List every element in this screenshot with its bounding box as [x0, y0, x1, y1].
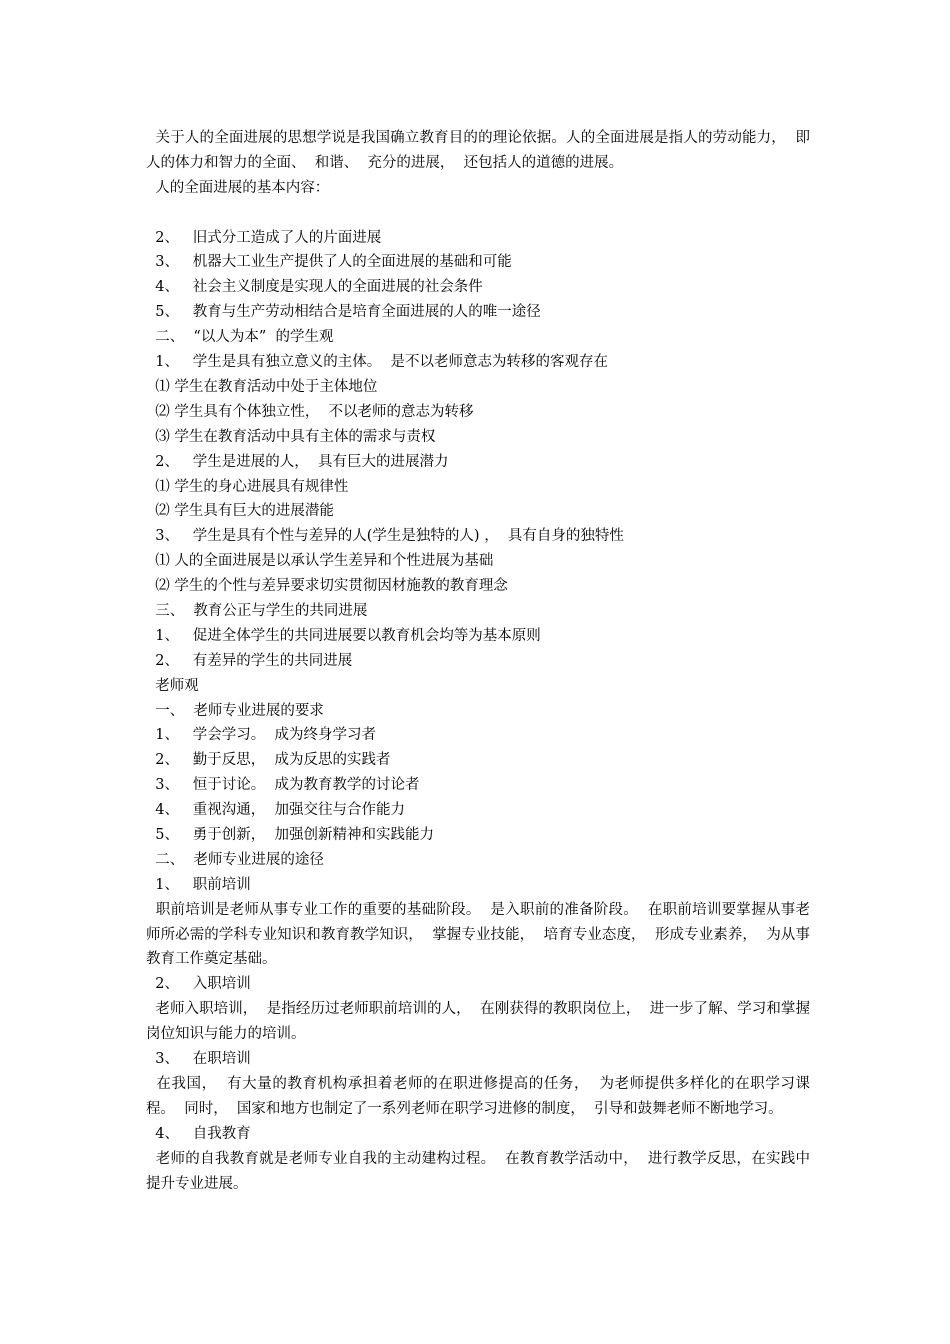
- text-line: 人的全面进展的基本内容：: [146, 179, 330, 196]
- text-line: 3、 在职培训: [146, 1051, 251, 1068]
- text-line: 5、 勇于创新， 加强创新精神和实践能力: [146, 826, 434, 843]
- text-line: 老师观: [146, 677, 199, 694]
- text-line: 一、 老师专业进展的要求: [146, 702, 324, 719]
- paragraph: 职前培训是老师从事专业工作的重要的基础阶段。 是入职前的准备阶段。 在职前培训要掌握从事老师所必需的学科专业知识和教育教学知识， 掌握专业技能， 培育专业态度， 形成专业素养， 为从事教育工作奠定基础。: [146, 901, 811, 968]
- text-line: 2、 旧式分工造成了人的片面进展: [146, 229, 382, 246]
- text-line: 1、 学会学习。 成为终身学习者: [146, 727, 376, 744]
- text-line: 5、 教育与生产劳动相结合是培育全面进展的人的唯一途径: [146, 304, 541, 321]
- text-line: 3、 机器大工业生产提供了人的全面进展的基础和可能: [146, 254, 512, 271]
- paragraph: 在我国， 有大量的教育机构承担着老师的在职进修提高的任务， 为老师提供多样化的在职学习课程。 同时， 国家和地方也制定了一系列老师在职学习进修的制度， 引导和鼓舞老师不断地学习。: [146, 1075, 811, 1117]
- paragraph: 关于人的全面进展的思想学说是我国确立教育目的的理论依据。人的全面进展是指人的劳动能力， 即人的体力和智力的全面、 和谐、 充分的进展， 还包括人的道德的进展。: [146, 130, 811, 171]
- text-line: ⑴ 人的全面进展是以承认学生差异和个性进展为基础: [146, 553, 494, 570]
- text-line: 2、 勤于反思， 成为反思的实践者: [146, 752, 391, 769]
- text-line: 1、 促进全体学生的共同进展要以教育机会均等为基本原则: [146, 627, 541, 644]
- text-line: 4、 自我教育: [146, 1125, 251, 1142]
- text-line: 4、 社会主义制度是实现人的全面进展的社会条件: [146, 279, 483, 296]
- text-line: 2、 有差异的学生的共同进展: [146, 652, 353, 669]
- text-line: 1、 职前培训: [146, 876, 251, 893]
- text-line: 1、 学生是具有独立意义的主体。 是不以老师意志为转移的客观存在: [146, 354, 608, 371]
- text-line: ⑵ 学生具有巨大的进展潜能: [146, 503, 334, 520]
- text-line: ⑴ 学生在教育活动中处于主体地位: [146, 378, 378, 395]
- text-line: 4、 重视沟通， 加强交往与合作能力: [146, 802, 405, 819]
- text-line: 二、 “以人为本” 的学生观: [146, 329, 334, 346]
- paragraph: 老师入职培训， 是指经历过老师职前培训的人， 在刚获得的教职岗位上， 进一步了解、学习和掌握岗位知识与能力的培训。: [146, 1001, 811, 1043]
- text-line: ⑵ 学生的个性与差异要求切实贯彻因材施教的教育理念: [146, 578, 508, 595]
- text-line: ⑶ 学生在教育活动中具有主体的需求与责权: [146, 428, 436, 445]
- blank-line: [146, 201, 810, 226]
- text-line: 3、 恒于讨论。 成为教育教学的讨论者: [146, 777, 420, 794]
- text-line: 2、 入职培训: [146, 976, 251, 993]
- text-line: 三、 教育公正与学生的共同进展: [146, 602, 368, 619]
- document-page: [146, 126, 810, 1196]
- text-line: 二、 老师专业进展的途径: [146, 851, 324, 868]
- paragraph: 老师的自我教育就是老师专业自我的主动建构过程。 在教育教学活动中， 进行教学反思，在实践中提升专业进展。: [146, 1150, 811, 1192]
- text-line: ⑵ 学生具有个体独立性， 不以老师的意志为转移: [146, 403, 474, 420]
- text-line: ⑴ 学生的身心进展具有规律性: [146, 478, 349, 495]
- text-line: 3、 学生是具有个性与差异的人(学生是独特的人) ， 具有自身的独特性: [146, 528, 624, 545]
- text-line: 2、 学生是进展的人， 具有巨大的进展潜力: [146, 453, 449, 470]
